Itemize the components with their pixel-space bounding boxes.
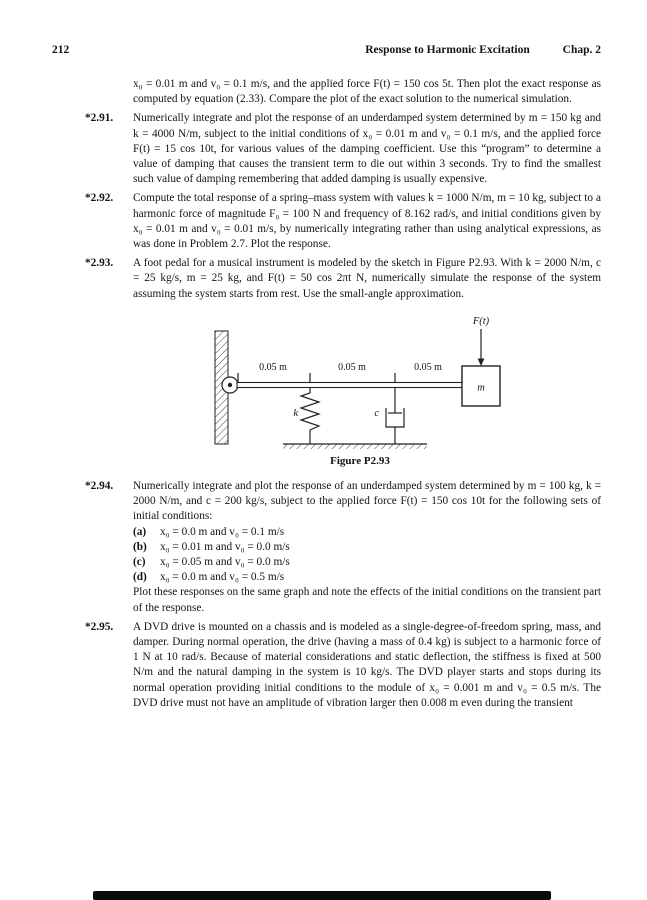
mass-label: m bbox=[477, 382, 485, 394]
item-label: (c) bbox=[133, 556, 146, 569]
figure-caption: Figure P2.93 bbox=[330, 454, 390, 467]
problem-2-94 bbox=[85, 479, 601, 616]
problem-closing-text: Plot these responses on the same graph and note the effects of the initial conditions on the transient part of the response. bbox=[133, 586, 601, 614]
problem-2-92 bbox=[85, 191, 601, 252]
problem-text: Compute the total response of a spring–mass system with values k = 1000 N/m, m = 10 kg, subject to a harmonic force of magnitude F₀ = 100 N and frequency of 8.162 rad/s, and initial conditions given by x₀ = 0.01 m and v₀ = 0.01 m/s, by numerically integrating rather than using analytical expressions, as was done in Problem 2.7. Plot the response. bbox=[133, 192, 601, 251]
dimension-label-1: 0.05 m bbox=[259, 361, 287, 373]
page-content bbox=[85, 77, 601, 711]
lever-bar bbox=[237, 382, 462, 387]
list-item-a bbox=[133, 525, 601, 540]
item-label: (d) bbox=[133, 571, 147, 584]
spring-label: k bbox=[293, 407, 298, 419]
dimension-label-2: 0.05 m bbox=[338, 361, 366, 373]
problem-2-93 bbox=[85, 256, 601, 302]
page-number: 212 bbox=[52, 44, 70, 56]
problem-text: A foot pedal for a musical instrument is modeled by the sketch in Figure P2.93. With k = 2000 N/m, c = 25 kg/s, m = 25 kg, and F(t) = 50 cos 2πt N, numerically simulate the response of the system assuming the system starts from rest. Use the small-angle approximation. bbox=[133, 257, 601, 300]
item-text: x₀ = 0.01 m and v₀ = 0.0 m/s bbox=[160, 540, 290, 553]
force-label: F(t) bbox=[472, 315, 490, 327]
page-header bbox=[52, 44, 601, 56]
problem-number: *2.94. bbox=[85, 480, 114, 493]
problem-text: Numerically integrate and plot the response of an underdamped system determined by m = 150 kg and k = 4000 N/m, subject to the initial conditions of x₀ = 0.01 m and v₀ = 0.1 m/s, and the applied force F(t) = 15 cos 10t, for various values of the damping coefficient. Use this “program” to determine a value of damping that causes the transient term to die out within 3 seconds. Try to find the smallest such value of damping remembering that added damping is usually expensive. bbox=[133, 112, 601, 186]
problem-number: *2.91. bbox=[85, 112, 114, 125]
pivot-center-dot bbox=[228, 383, 232, 387]
problem-number: *2.93. bbox=[85, 257, 114, 270]
item-label: (a) bbox=[133, 525, 147, 538]
item-text: x₀ = 0.0 m and v₀ = 0.5 m/s bbox=[160, 571, 285, 584]
force-arrowhead bbox=[478, 358, 485, 366]
damper-label: c bbox=[374, 407, 379, 419]
list-item-d bbox=[133, 570, 601, 585]
item-text: x₀ = 0.0 m and v₀ = 0.1 m/s bbox=[160, 525, 285, 538]
problem-body bbox=[133, 479, 601, 616]
running-head bbox=[365, 44, 601, 56]
item-text: x₀ = 0.05 m and v₀ = 0.0 m/s bbox=[160, 556, 290, 569]
problem-2-91 bbox=[85, 111, 601, 187]
intro-paragraph: x₀ = 0.01 m and v₀ = 0.1 m/s, and the applied force F(t) = 150 cos 5t. Then plot the exact response as computed by equation (2.33). Compare the plot of the exact solution to the numerical simulation. bbox=[133, 78, 601, 106]
chapter-title: Response to Harmonic Excitation bbox=[365, 44, 530, 56]
figure-p2-93 bbox=[205, 314, 515, 469]
pedal-diagram bbox=[205, 314, 515, 449]
ground-hatch bbox=[283, 444, 427, 449]
item-label: (b) bbox=[133, 540, 147, 553]
scan-edge-artifact bbox=[93, 891, 551, 900]
spring-symbol bbox=[301, 387, 319, 444]
problem-text: Numerically integrate and plot the response of an underdamped system determined by m = 100 kg, k = 2000 N/m, and c = 200 kg/s, subject to the applied force F(t) = 150 cos 10t for the following sets of initial conditions: bbox=[133, 480, 601, 523]
problem-number: *2.95. bbox=[85, 620, 114, 633]
list-item-c bbox=[133, 555, 601, 570]
dimension-label-3: 0.05 m bbox=[414, 361, 442, 373]
problem-2-95 bbox=[85, 620, 601, 711]
problem-number: *2.92. bbox=[85, 192, 114, 205]
problem-text: A DVD drive is mounted on a chassis and is modeled as a single-degree-of-freedom spring, mass, and damper. During normal operation, the drive (having a mass of 0.4 kg) is subject to a harmonic force of 1 N at 10 rad/s. Because of material considerations and static deflection, the stiffness is fixed at 500 N/m and the natural damping in the system is 10 kg/s. The DVD player starts and stops during its normal operation providing initial conditions to the module of x₀ = 0.001 m and v₀ = 0.5 m/s. The DVD drive must not have an amplitude of vibration larger then 0.008 m even during the transient bbox=[133, 620, 601, 709]
initial-conditions-list bbox=[133, 525, 601, 586]
list-item-b bbox=[133, 540, 601, 555]
chapter-label: Chap. 2 bbox=[562, 44, 601, 56]
